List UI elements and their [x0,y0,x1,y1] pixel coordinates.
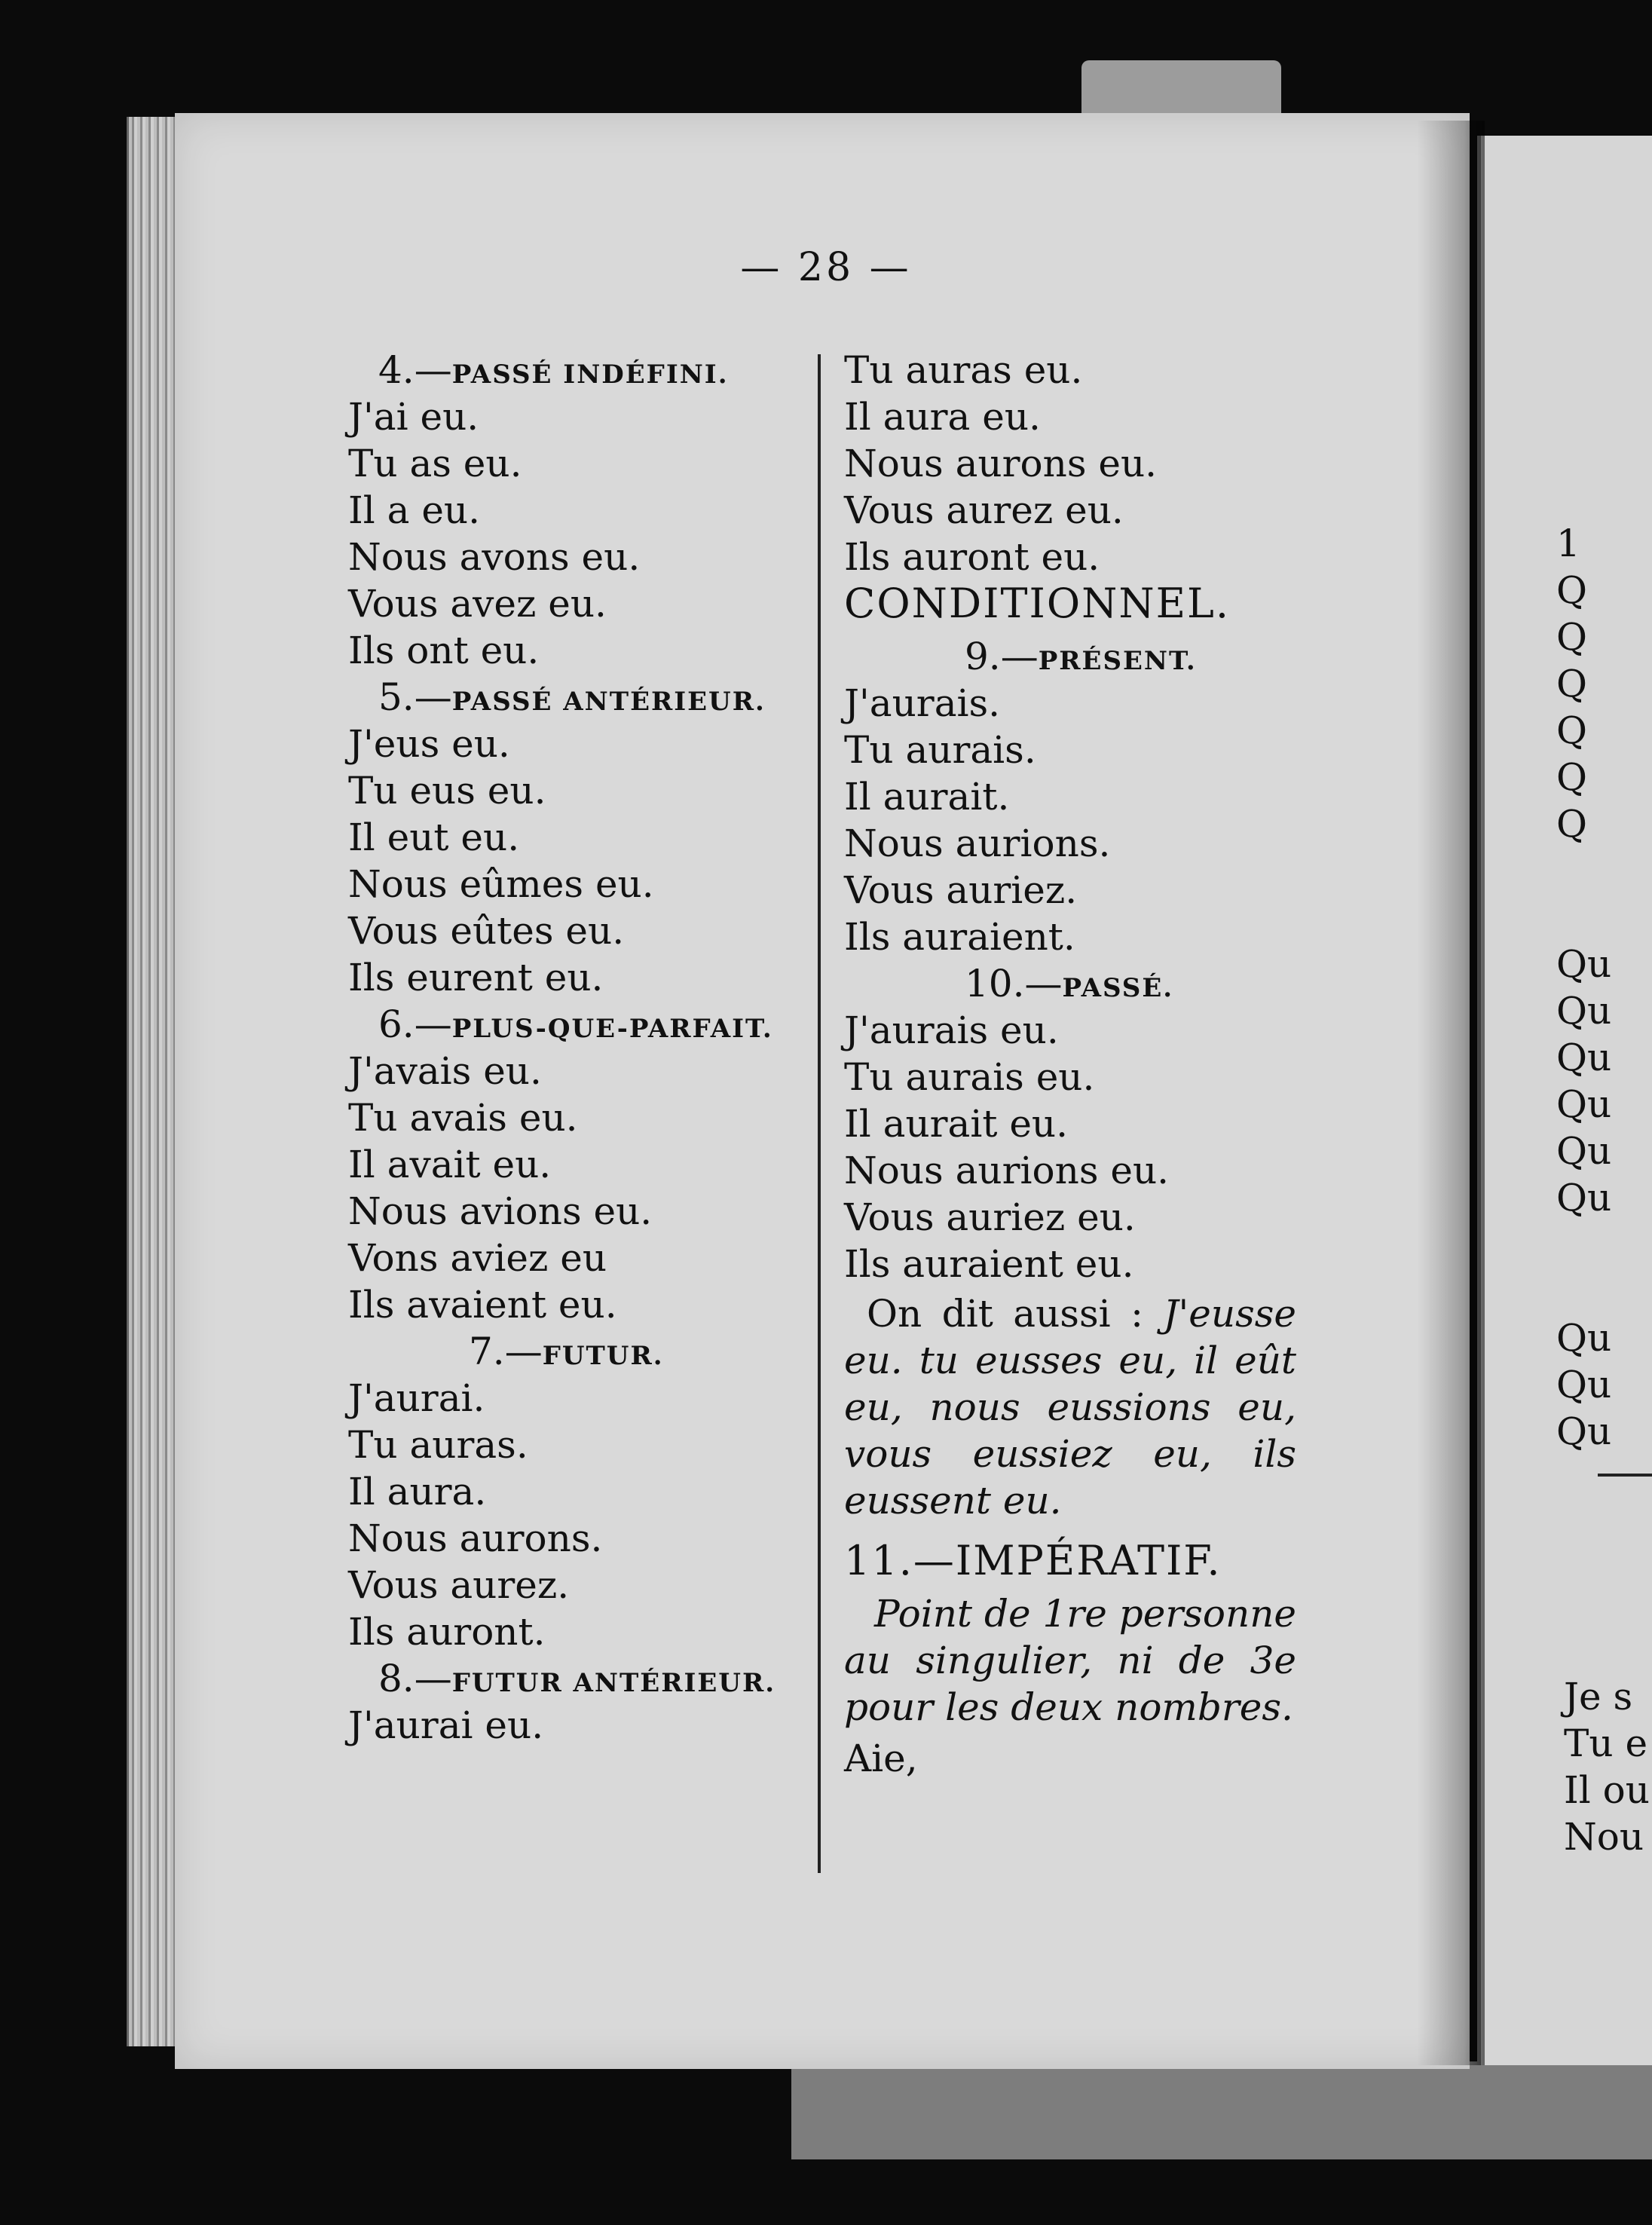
fragment-line: Qu [1556,1129,1612,1173]
conjugation-line: Tu auras eu. [844,348,1083,392]
fragment-line [1556,847,1611,894]
fragment-line: Q [1556,662,1587,705]
fragment-line [1556,1268,1611,1314]
conjugation-line: Vous eûtes eu. [348,909,625,953]
conjugation-line: Vous aurez. [348,1563,570,1607]
conjugation-line: Vous aurez eu. [844,488,1124,532]
conjugation-line: Il aura eu. [844,395,1041,439]
conjugation-line: Nous aurons. [348,1516,603,1560]
conjugation-line: Ils auraient eu. [844,1242,1134,1286]
imperatif-heading: 11.—IMPÉRATIF. [844,1537,1222,1584]
column-divider [818,354,821,1873]
note-lead: On dit aussi : [867,1292,1143,1336]
conjugation-line: Il aurait eu. [844,1102,1069,1146]
conjugation-line: Ils ont eu. [348,629,540,672]
conjugation-line: J'avais eu. [348,1049,542,1093]
conjugation-line: J'aurais. [844,681,1001,725]
section-number: 4.— [378,348,452,392]
conjugation-line: Ils avaient eu. [348,1283,617,1327]
fragment-line: Q [1556,755,1587,799]
fragment-line: Q [1556,709,1587,752]
fragment-line: Qu [1556,942,1612,986]
note-paragraph [844,1290,1296,1524]
fragment-line: Qu [1556,1363,1612,1406]
conjugation-line: Nous eûmes eu. [348,862,654,906]
imperatif-first: Aie, [844,1737,918,1780]
section-label: FUTUR. [542,1341,664,1371]
page-number: — 28 — [740,245,912,290]
section-number: 7.— [469,1330,543,1373]
fragment-line: Nou [1564,1815,1644,1859]
bottom-strip [791,2061,1652,2159]
conjugation-line: J'ai eu. [348,395,479,439]
conjugation-line: Tu auras. [348,1423,528,1467]
section-number: 10.— [965,962,1063,1005]
right-page-fragments-lower [1564,1673,1650,1860]
fragment-line: Qu [1556,1176,1612,1220]
section-label: PLUS-QUE-PARFAIT. [451,1014,773,1044]
fragment-line: Qu [1556,1036,1612,1079]
fragment-line: 1 [1556,522,1580,565]
section-label: FUTUR ANTÉRIEUR. [451,1668,776,1698]
conjugation-line: Ils auront. [348,1610,546,1654]
section-heading [844,633,1296,680]
section-heading [348,347,808,393]
conjugation-line: J'aurai eu. [348,1703,544,1747]
conjugation-line: Il aurait. [844,775,1010,819]
section-label: PASSÉ ANTÉRIEUR. [451,687,766,717]
fragment-line: Q [1556,615,1587,659]
conjugation-line: Tu aurais. [844,728,1036,772]
conjugation-line: Il aura. [348,1470,487,1513]
fragment-line: Qu [1556,1409,1612,1453]
right-page-rule [1598,1474,1652,1477]
fragment-line: Qu [1556,989,1612,1033]
right-page-fragments-upper [1556,520,1611,1455]
conjugation-line: Tu avais eu. [348,1096,578,1140]
section-heading [348,1328,808,1375]
fragment-line [1556,894,1611,941]
conjugation-line: Nous aurions. [844,822,1111,865]
fragment-line: Il ou [1564,1768,1650,1812]
conjugation-line: Tu aurais eu. [844,1055,1095,1099]
fragment-line: Tu e [1564,1722,1648,1765]
section-number: 6.— [378,1002,452,1046]
section-heading [844,960,1296,1007]
conjugation-line: Nous avions eu. [348,1189,653,1233]
section-heading [348,1001,808,1048]
conjugation-line: J'aurais eu. [844,1008,1059,1052]
left-column [348,347,808,1749]
fragment-line: Q [1556,568,1587,612]
right-column [844,347,1296,1782]
section-number: 9.— [965,635,1039,678]
gutter-shadow [1417,121,1485,2065]
conjugation-line: Il a eu. [348,488,481,532]
conjugation-line: Ils auront eu. [844,535,1100,579]
conjugation-line: Ils eurent eu. [348,956,604,999]
conjugation-line: Il eut eu. [348,816,520,859]
conjugation-line: J'eus eu. [348,722,510,766]
conjugation-line: Vous avez eu. [348,582,607,626]
section-label: PRÉSENT. [1038,646,1197,676]
fragment-line: Qu [1556,1316,1612,1360]
fragment-line: Q [1556,802,1587,846]
conjugation-line: Nous aurons eu. [844,442,1158,485]
section-label: PASSÉ. [1062,973,1174,1003]
section-heading [348,674,808,721]
conjugation-line: Nous avons eu. [348,535,641,579]
section-heading [348,1655,808,1702]
section-number: 5.— [378,675,452,719]
conjugation-line: Nous aurions eu. [844,1149,1170,1192]
conjugation-line: Vous auriez eu. [844,1195,1136,1239]
fragment-line [1556,1221,1611,1268]
imperatif-note: Point de 1re personne au singulier, ni de 3e pour les deux nombres. [844,1592,1296,1729]
section-number: 8.— [378,1657,452,1700]
mood-heading: CONDITIONNEL. [844,580,1231,627]
fragment-line: Qu [1556,1082,1612,1126]
conjugation-line: Vous auriez. [844,868,1078,912]
conjugation-line: Tu eus eu. [348,769,546,813]
conjugation-line: Il avait eu. [348,1143,552,1186]
fragment-line: Je s [1564,1675,1633,1718]
section-label: PASSÉ INDÉFINI. [451,360,729,390]
conjugation-line: J'aurai. [348,1376,485,1420]
conjugation-line: Vons aviez eu [348,1236,607,1280]
conjugation-line: Tu as eu. [348,442,522,485]
conjugation-line: Ils auraient. [844,915,1075,959]
note-italic: J'eusse eu. tu eusses eu, il eût eu, nous eussions eu, vous eussiez eu, ils eussent eu. [844,1292,1296,1523]
